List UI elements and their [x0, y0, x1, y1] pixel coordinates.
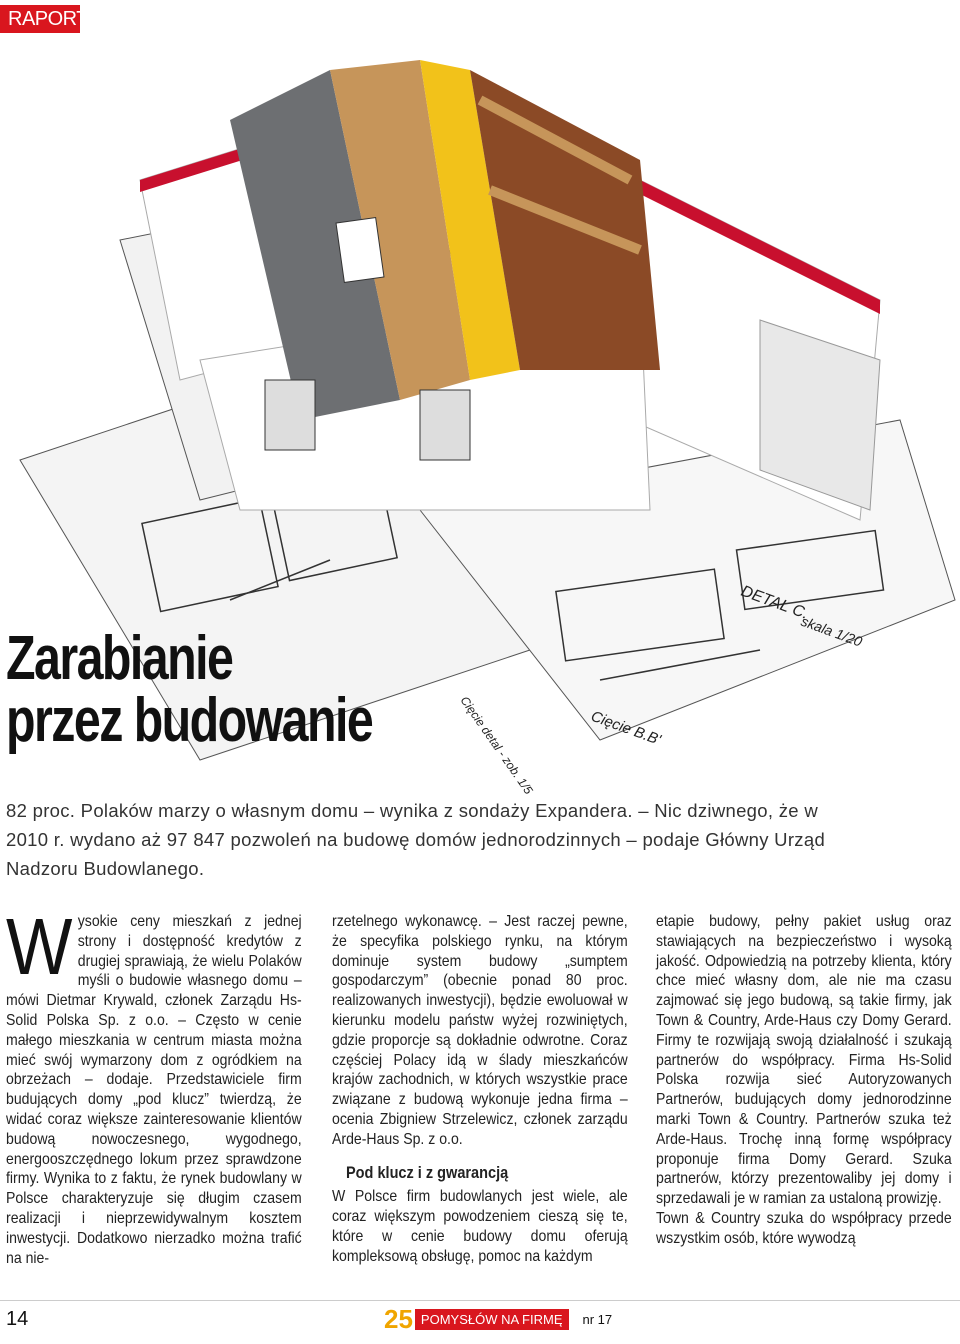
section-tag: RAPORT	[0, 5, 80, 33]
title-line-2: przez budowanie	[6, 686, 373, 755]
magazine-brand	[384, 1302, 612, 1336]
column-3	[656, 912, 952, 1249]
dropcap: W	[6, 902, 73, 991]
roof-window	[336, 218, 384, 283]
blueprint-note: skala 1/20	[798, 612, 865, 650]
window	[265, 380, 315, 450]
column-2-text-b: W Polsce firm budowlanych jest wiele, ale coraz większym powodzeniem cieszą się te, które w cenie budowy domu oferują kompleksową obsługę, pomoc na każdym	[332, 1188, 628, 1265]
footer-divider	[0, 1300, 960, 1301]
column-3-text-b: Town & Country szuka do współpracy przede wszystkim osób, które wywodzą	[656, 1209, 952, 1247]
title-line-1: Zarabianie	[6, 624, 233, 693]
article-lead: 82 proc. Polaków marzy o własnym domu – wynika z sondaży Expandera. – Nic dziwnego, że w 2010 r. wydano aż 97 847 pozwoleń na budowę domów jednorodzinnych – podaje Główny Urząd Nadzoru Budowlanego.	[6, 800, 826, 879]
column-2	[332, 912, 628, 1267]
column-2-text: rzetelnego wykonawcę. – Jest raczej pewne, że specyfika polskiego rynku, na którym dominuje system budowy „sumptem gospodarczym” (obecnie ponad 80 proc. realizowanych inwestycji), będzie ewoluował w kierunku modelu państw wyżej rozwiniętych, gdzie proporcje są dokładnie odwrotne. Coraz częściej Polacy idą w ślady mieszkańców krajów zachodnich, w których wszystkie prace związane z budową wykonuje jedna firma – ocenia Zbigniew Strzelewicz, członek zarządu Arde-Haus Sp. z o.o.	[332, 913, 628, 1148]
column-1	[6, 902, 302, 1268]
window	[420, 390, 470, 460]
column-3-text: etapie budowy, pełny pakiet usług oraz stawiających na bezpieczeństwo i wysoką jakość. Odpowiedzią na potrzeby klienta, który chce mieć własny dom, ale nie ma czasu zajmować się jego budową, są takie firmy, jak Town & Country, Arde-Haus czy Domy Gerard. Firmy te rozwijają swoją działalność i szukają partnerów do współpracy. Firma Hs-Solid Polska rozwija sieć Autoryzowanych Partnerów, budujących domy jednorodzinne marki Town & Country. Partnerów szuka też Arde-Haus. Trochę inną formę współpracy proponuje firma Domy Gerard. Szuka partnerów, którzy prezentowaliby jej domy i sprzedawali je w ramian za ustaloną prowizję.	[656, 913, 952, 1208]
issue-number: nr 17	[582, 1311, 613, 1327]
brand-number: 25	[384, 1303, 413, 1334]
blueprint-note: Cięcie detal - zob. 1/5	[457, 693, 536, 797]
subheading: Pod klucz i z gwarancją	[346, 1163, 509, 1182]
brand-name: POMYSŁÓW NA FIRMĘ	[415, 1309, 569, 1330]
blueprint-note: DETAL C.	[738, 582, 811, 623]
blueprint-note: Cięcie B.B'	[588, 707, 663, 749]
page-number: 14	[6, 1308, 29, 1330]
column-1-text: ysokie ceny mieszkań z jednej strony i dostępność kredytów z drugiej sprawiają, że wielu Polaków myśli o budowie własnego domu – mówi Dietmar Krywald, członek Zarządu Hs-Solid Polska Sp. z o.o. – Często w cenie małego mieszkania w centrum miasta można mieć swój wymarzony dom z ogródkiem na obrzeżach – dodaje. Przedstawiciele firm budujących domy „pod klucz” twierdzą, że widać coraz większe zainteresowanie klientów budową nowoczesnego, wygodnego, energooszczędnego lokum przez sprawdzone firmy. Wynika to z faktu, że rynek budowlany w Polsce charakteryzuje się długim czasem realizacji i nieprzewidywalnym kosztem inwestycji. Dodatkowo nierzadko można trafić na nie-	[6, 913, 302, 1267]
article-title	[6, 624, 373, 755]
